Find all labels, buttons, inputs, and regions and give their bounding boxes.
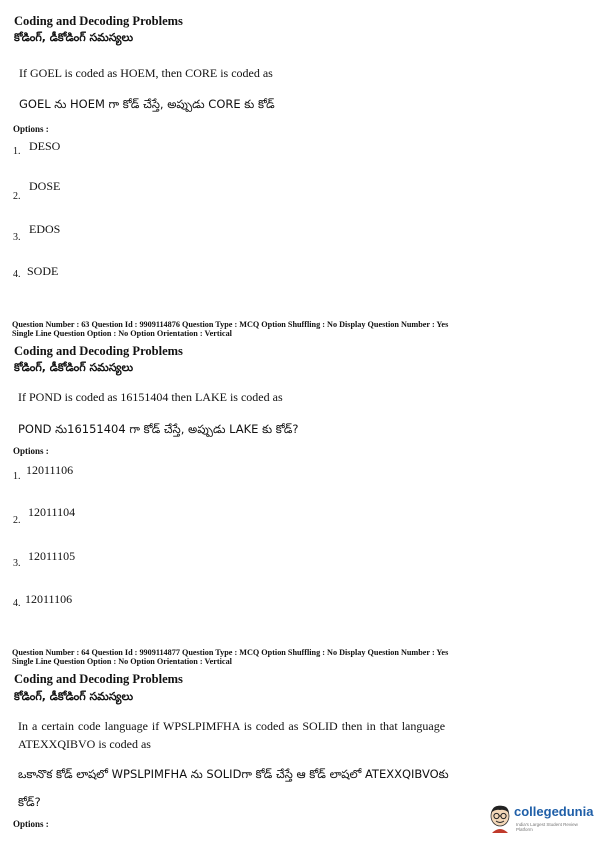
- question-meta: Question Number : 64 Question Id : 9909114877 Question Type : MCQ Option Shuffling : No Display Question Number : Yes: [12, 648, 449, 657]
- logo-wordmark: collegedunia: [514, 804, 594, 819]
- logo-tagline: India's Largest Student Review Platform: [516, 822, 578, 832]
- question-text-telugu: GOEL ను HOEM గా కోడ్ చేస్తే, అప్పుడు CORE కు కోడ్: [19, 97, 275, 111]
- option-value[interactable]: SODE: [27, 264, 59, 278]
- collegedunia-logo: [487, 800, 595, 840]
- option-value[interactable]: DESO: [29, 139, 61, 153]
- section-title-telugu: కోడింగ్, డీకోడింగ్ సమస్యలు: [14, 690, 134, 703]
- option-number: 2.: [13, 191, 21, 202]
- option-value[interactable]: 12011104: [28, 505, 76, 519]
- option-number: 4.: [13, 269, 21, 280]
- option-number: 4.: [13, 598, 21, 609]
- section-title: Coding and Decoding Problems: [14, 344, 183, 358]
- question-text-telugu-line: ఒకానొక కోడ్ లాషలో WPSLPIMFHA ను SOLIDగా కోడ్ చేస్తే ఆ కోడ్ లాషలో ATEXXQIBVOకు: [18, 767, 449, 781]
- question-meta: Single Line Question Option : No Option Orientation : Vertical: [12, 657, 232, 666]
- option-value[interactable]: EDOS: [29, 222, 61, 236]
- section-title: Coding and Decoding Problems: [14, 14, 183, 28]
- section-title-telugu: కోడింగ్, డీకోడింగ్ సమస్యలు: [14, 361, 134, 374]
- question-meta: Question Number : 63 Question Id : 9909114876 Question Type : MCQ Option Shuffling : No Display Question Number : Yes: [12, 320, 449, 329]
- student-mascot-icon: [487, 804, 513, 834]
- question-text-telugu-line: కోడ్?: [18, 795, 41, 809]
- options-label: Options :: [13, 819, 49, 829]
- options-label: Options :: [13, 124, 49, 134]
- option-value[interactable]: DOSE: [29, 179, 61, 193]
- option-number: 3.: [13, 232, 21, 243]
- question-text: If GOEL is coded as HOEM, then CORE is coded as: [19, 66, 273, 80]
- question-text-line: In a certain code language if WPSLPIMFHA is coded as SOLID then in that language: [18, 719, 446, 733]
- question-text-line: ATEXXQIBVO is coded as: [18, 737, 151, 751]
- options-label: Options :: [13, 446, 49, 456]
- section-title-telugu: కోడింగ్, డీకోడింగ్ సమస్యలు: [14, 31, 134, 44]
- option-value[interactable]: 12011106: [25, 592, 73, 606]
- option-number: 1.: [13, 471, 21, 482]
- option-value[interactable]: 12011106: [26, 463, 74, 477]
- option-number: 3.: [13, 558, 21, 569]
- option-value[interactable]: 12011105: [28, 549, 76, 563]
- question-text: If POND is coded as 16151404 then LAKE is coded as: [18, 390, 283, 404]
- question-text-telugu: POND ను16151404 గా కోడ్ చేస్తే, అప్పుడు LAKE కు కోడ్?: [18, 422, 299, 436]
- question-meta: Single Line Question Option : No Option Orientation : Vertical: [12, 329, 232, 338]
- option-number: 2.: [13, 515, 21, 526]
- section-title: Coding and Decoding Problems: [14, 672, 183, 686]
- option-number: 1.: [13, 146, 21, 157]
